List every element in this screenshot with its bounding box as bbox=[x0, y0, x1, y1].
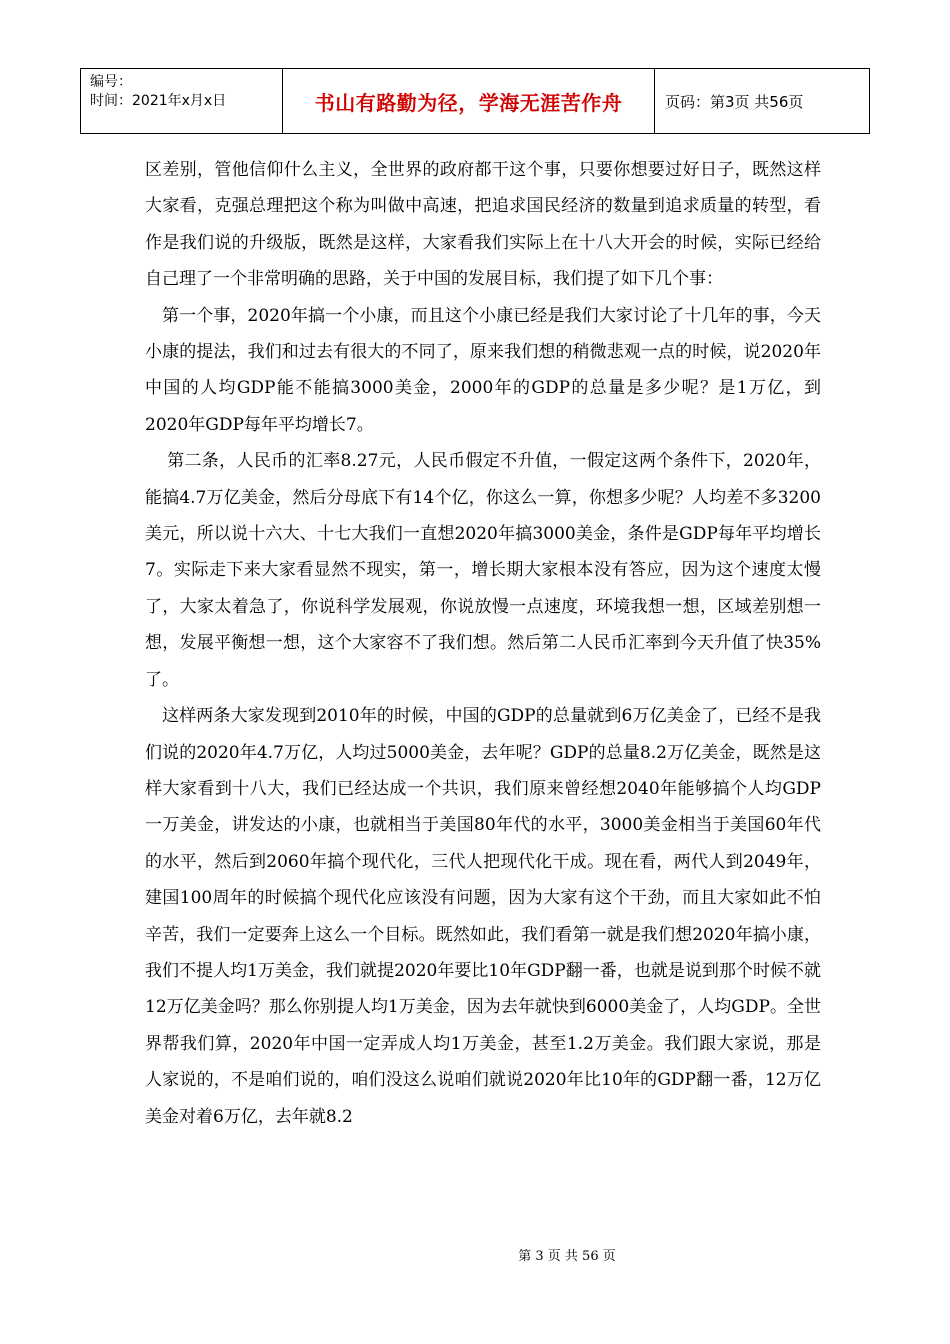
header-motto: 书山有路勤为径，学海无涯苦作舟 bbox=[314, 90, 623, 115]
document-time-label: 时间：2021年x月x日 bbox=[90, 93, 227, 109]
body-paragraph-1: 区差别，管他信仰什么主义，全世界的政府都干这个事，只要你想要过好日子，既然这样大家看，克强总理把这个称为叫做中高速，把追求国民经济的数量到追求质量的转型，看作是我们说的升级版，既然是这样，大家看我们实际上在十八大开会的时候，实际已经给自己理了一个非常明确的思路，关于中国的发展目标，我们提了如下几个事： bbox=[145, 160, 821, 290]
document-body bbox=[145, 152, 821, 1135]
page-footer: 第 3 页 共 56 页 bbox=[518, 1249, 616, 1264]
page-header bbox=[80, 68, 870, 134]
body-paragraph-4: 这样两条大家发现到2010年的时候，中国的GDP的总量就到6万亿美金了，已经不是我们说的2020年4.7万亿，人均过5000美金，去年呢？GDP的总量8.2万亿美金，既然是这样大家看到十八大，我们已经达成一个共识，我们原来曾经想2040年能够搞个人均GDP一万美金，讲发达的小康，也就相当于美国80年代的水平，3000美金相当于美国60年代的水平，然后到2060年搞个现代化，三代人把现代化干成。现在看，两代人到2049年，建国100周年的时候搞个现代化应该没有问题，因为大家有这个干劲，而且大家如此不怕辛苦，我们一定要奔上这么一个目标。既然如此，我们看第一就是我们想2020年搞小康，我们不提人均1万美金，我们就提2020年要比10年GDP翻一番，也就是说到那个时候不就12万亿美金吗？那么你别提人均1万美金，因为去年就快到6000美金了，人均GDP。全世界帮我们算，2020年中国一定弄成人均1万美金，甚至1.2万美金。我们跟大家说，那是人家说的，不是咱们说的，咱们没这么说咱们就说2020年比10年的GDP翻一番，12万亿美金对着6万亿，去年就8.2 bbox=[145, 706, 821, 1127]
header-left-cell bbox=[81, 69, 283, 133]
document-number-label: 编号： bbox=[90, 74, 132, 90]
header-right-cell bbox=[655, 69, 869, 133]
header-middle-cell bbox=[283, 69, 655, 133]
header-page-info: 页码：第3页 共56页 bbox=[665, 92, 804, 111]
body-paragraph-2: 第一个事，2020年搞一个小康，而且这个小康已经是我们大家讨论了十几年的事，今天小康的提法，我们和过去有很大的不同了，原来我们想的稍微悲观一点的时候，说2020年中国的人均GDP能不能搞3000美金，2000年的GDP的总量是多少呢？是1万亿，到2020年GDP每年平均增长7。 bbox=[145, 305, 821, 435]
body-paragraph-3: 第二条，人民币的汇率8.27元，人民币假定不升值，一假定这两个条件下，2020年，能搞4.7万亿美金，然后分母底下有14个亿，你这么一算，你想多少呢？人均差不多3200美元，所以说十六大、十七大我们一直想2020年搞3000美金，条件是GDP每年平均增长7。实际走下来大家看显然不现实，第一，增长期大家根本没有答应，因为这个速度太慢了，大家太着急了，你说科学发展观，你说放慢一点速度，环境我想一想，区域差别想一想，发展平衡想一想，这个大家容不了我们想。然后第二人民币汇率到今天升值了快35%了。 bbox=[145, 451, 821, 690]
